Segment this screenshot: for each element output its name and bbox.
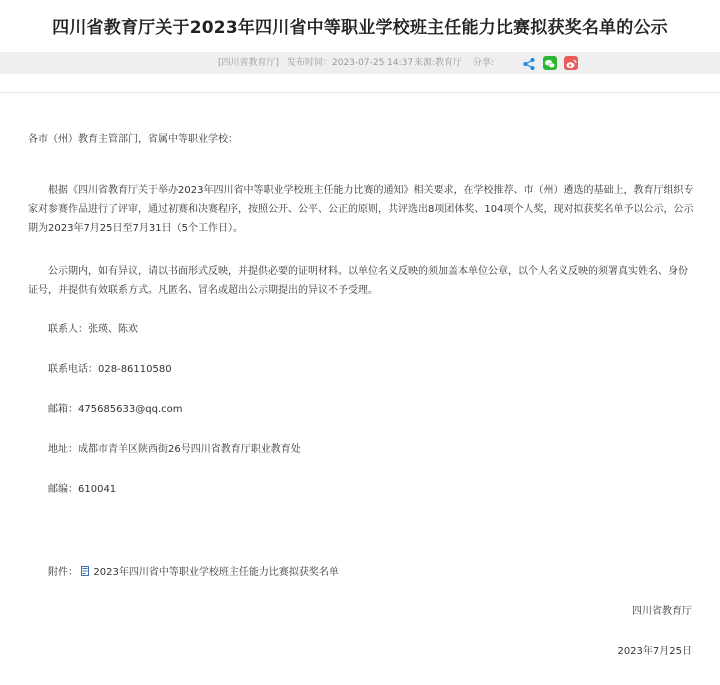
publish-time: 发布时间：2023-07-25 14:37: [287, 58, 414, 68]
attachment-label: 附件：: [48, 567, 78, 578]
origin: 来源:教育厅: [414, 58, 463, 68]
document-icon: [81, 566, 89, 576]
source-tag: [四川省教育厅]: [218, 58, 280, 68]
postcode: 邮编：610041: [48, 484, 117, 495]
signature: 四川省教育厅: [632, 606, 692, 617]
contact-phone: 联系电话：028-86110580: [48, 364, 172, 375]
paragraph-notice: 根据《四川省教育厅关于举办2023年四川省中等职业学校班主任能力比赛的通知》相关要求，在学校推荐、市（州）遴选的基础上，教育厅组织专家对参赛作品进行了评审，通过初赛和决赛程序，按照公开、公平、公正的原则，共评选出8项团体奖、104项个人奖，现对拟获奖名单予以公示，公示期为2023年7月25日至7月31日（5个工作日）。: [28, 185, 694, 234]
wechat-icon[interactable]: [543, 56, 557, 70]
page-title: 四川省教育厅关于2023年四川省中等职业学校班主任能力比赛拟获奖名单的公示: [52, 18, 668, 38]
meta-bar: [0, 52, 720, 74]
contact-person: 联系人：张瑛、陈欢: [48, 324, 138, 335]
salutation: 各市（州）教育主管部门，省属中等职业学校：: [28, 134, 238, 145]
attachment-link[interactable]: 2023年四川省中等职业学校班主任能力比赛拟获奖名单: [93, 567, 339, 578]
contact-email: 邮箱：475685633@qq.com: [48, 404, 183, 415]
divider: [0, 92, 720, 93]
weibo-icon[interactable]: [564, 56, 578, 70]
attachment: [48, 565, 339, 581]
signature-date: 2023年7月25日: [617, 646, 692, 657]
share-label: 分享:: [473, 58, 495, 68]
share-icon[interactable]: [522, 56, 536, 70]
contact-address: 地址：成都市青羊区陕西街26号四川省教育厅职业教育处: [48, 444, 301, 455]
paragraph-objection: 公示期内，如有异议，请以书面形式反映，并提供必要的证明材料。以单位名义反映的须加盖本单位公章，以个人名义反映的须署真实姓名、身份证号，并提供有效联系方式。凡匿名、冒名或超出公示期提出的异议不予受理。: [28, 266, 688, 296]
